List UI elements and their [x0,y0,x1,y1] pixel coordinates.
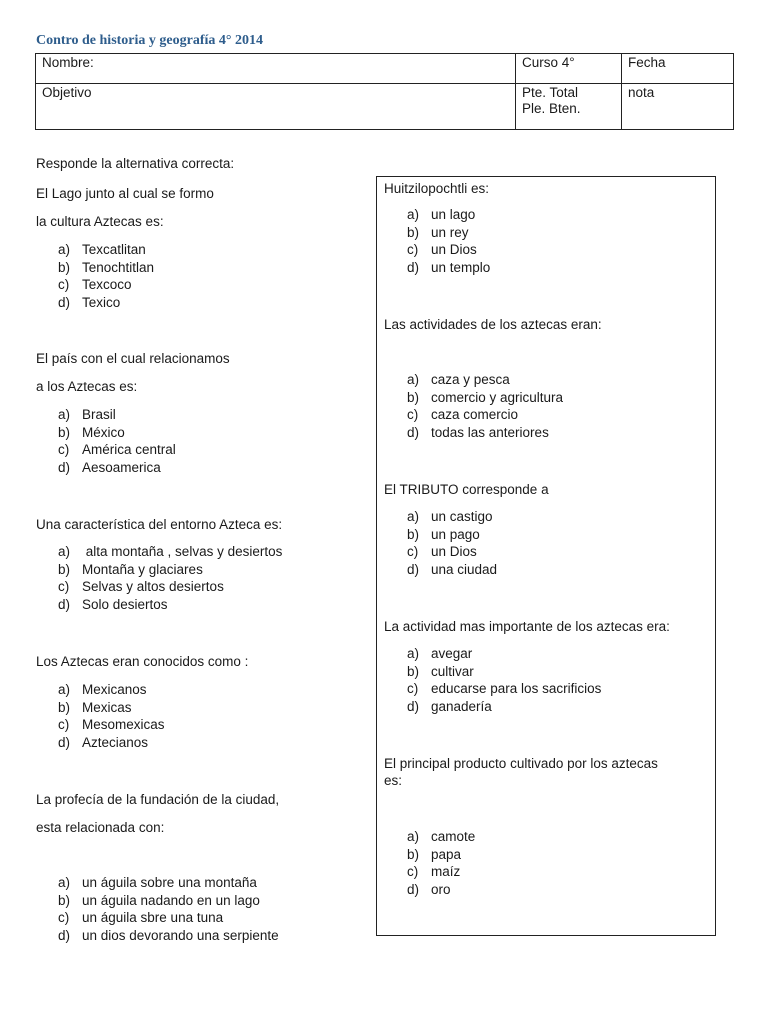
option-b[interactable]: b) Mexicas [58,699,132,715]
option-a[interactable]: a) camote [407,829,476,844]
option-d[interactable]: d) Solo desiertos [58,596,168,612]
question-3-options [36,543,282,613]
question-1-options [36,241,154,311]
option-c[interactable]: c) América central [58,442,176,457]
question-9-options [385,645,601,715]
option-b[interactable]: b) cultivar [407,663,474,679]
question-2-line-1: El país con el cual relacionamos [36,351,230,366]
question-6-options [385,206,490,276]
question-1-line-1: El Lago junto al cual se formo [36,186,214,201]
option-b[interactable]: b) papa [407,846,462,862]
option-c[interactable]: c) Selvas y altos desiertos [58,579,224,594]
objetivo-label: Objetivo [42,85,92,100]
option-d[interactable]: d) un dios devorando una serpiente [58,927,279,943]
curso-cell [516,54,622,84]
option-c[interactable]: c) un Dios [407,242,477,257]
question-8-line-1: El TRIBUTO corresponde a [384,482,549,497]
question-2-line-2: a los Aztecas es: [36,379,138,394]
option-b[interactable]: b) un pago [407,526,480,542]
question-2-options [36,406,176,476]
option-c[interactable]: c) un Dios [407,544,477,559]
nombre-label: Nombre: [42,55,94,70]
pte-total-label: Pte. Total [522,85,579,100]
option-a[interactable]: a) un águila sobre una montaña [58,875,257,890]
ple-bten-label: Ple. Bten. [522,101,581,116]
option-d[interactable]: d) un templo [407,259,491,275]
fecha-label: Fecha [628,55,666,70]
option-d[interactable]: d) ganadería [407,698,492,714]
question-7-options [385,371,563,441]
option-c[interactable]: c) maíz [407,864,461,879]
question-4-line-1: Los Aztecas eran conocidos como : [36,654,249,669]
fecha-cell [622,54,734,84]
instruction-text: Responde la alternativa correcta: [36,156,235,171]
option-c[interactable]: c) un águila sbre una tuna [58,910,224,925]
option-d[interactable]: d) todas las anteriores [407,424,549,440]
option-a[interactable]: a) caza y pesca [407,372,510,387]
option-b[interactable]: b) un rey [407,224,469,240]
option-d[interactable]: d) una ciudad [407,561,498,577]
question-10-options [385,828,475,898]
question-10-line-2: es: [384,773,403,788]
question-5-line-1: La profecía de la fundación de la ciudad, [36,792,280,807]
nota-cell [622,84,734,130]
question-5-options [36,874,279,944]
option-a[interactable]: a) Mexicanos [58,682,147,697]
option-b[interactable]: b) un águila nadando en un lago [58,892,260,908]
puntaje-cell [516,84,622,130]
question-1-line-2: la cultura Aztecas es: [36,214,164,229]
option-c[interactable]: c) Texcoco [58,277,132,292]
option-d[interactable]: d) Texico [58,294,121,310]
option-a[interactable]: a) Brasil [58,407,116,422]
option-c[interactable]: c) Mesomexicas [58,717,165,732]
option-b[interactable]: b) México [58,424,125,440]
question-9-line-1: La actividad mas importante de los aztecas era: [384,619,670,634]
option-a[interactable]: a) Texcatlitan [58,242,146,257]
question-3-line-1: Una característica del entorno Azteca es: [36,517,283,532]
option-a[interactable]: a) alta montaña , selvas y desiertos [58,544,283,559]
question-8-options [385,508,497,578]
option-b[interactable]: b) Montaña y glaciares [58,561,203,577]
option-d[interactable]: d) Aztecianos [58,734,149,750]
question-5-line-2: esta relacionada con: [36,820,165,835]
curso-label: Curso 4° [522,55,575,70]
header-table [35,53,734,130]
option-b[interactable]: b) Tenochtitlan [58,259,155,275]
option-d[interactable]: d) Aesoamerica [58,459,161,475]
option-a[interactable]: a) avegar [407,646,473,661]
question-10-line-1: El principal producto cultivado por los aztecas [384,756,658,771]
option-a[interactable]: a) un lago [407,207,476,222]
nombre-cell [36,54,516,84]
question-6-line-1: Huitzilopochtli es: [384,181,490,196]
objetivo-cell [36,84,516,130]
question-7-line-1: Las actividades de los aztecas eran: [384,317,602,332]
option-a[interactable]: a) un castigo [407,509,493,524]
question-4-options [36,681,165,751]
nota-label: nota [628,85,655,100]
option-b[interactable]: b) comercio y agricultura [407,389,564,405]
document-title: Contro de historia y geografía 4° 2014 [36,33,263,48]
option-c[interactable]: c) caza comercio [407,407,519,422]
option-c[interactable]: c) educarse para los sacrificios [407,681,602,696]
option-d[interactable]: d) oro [407,881,451,897]
